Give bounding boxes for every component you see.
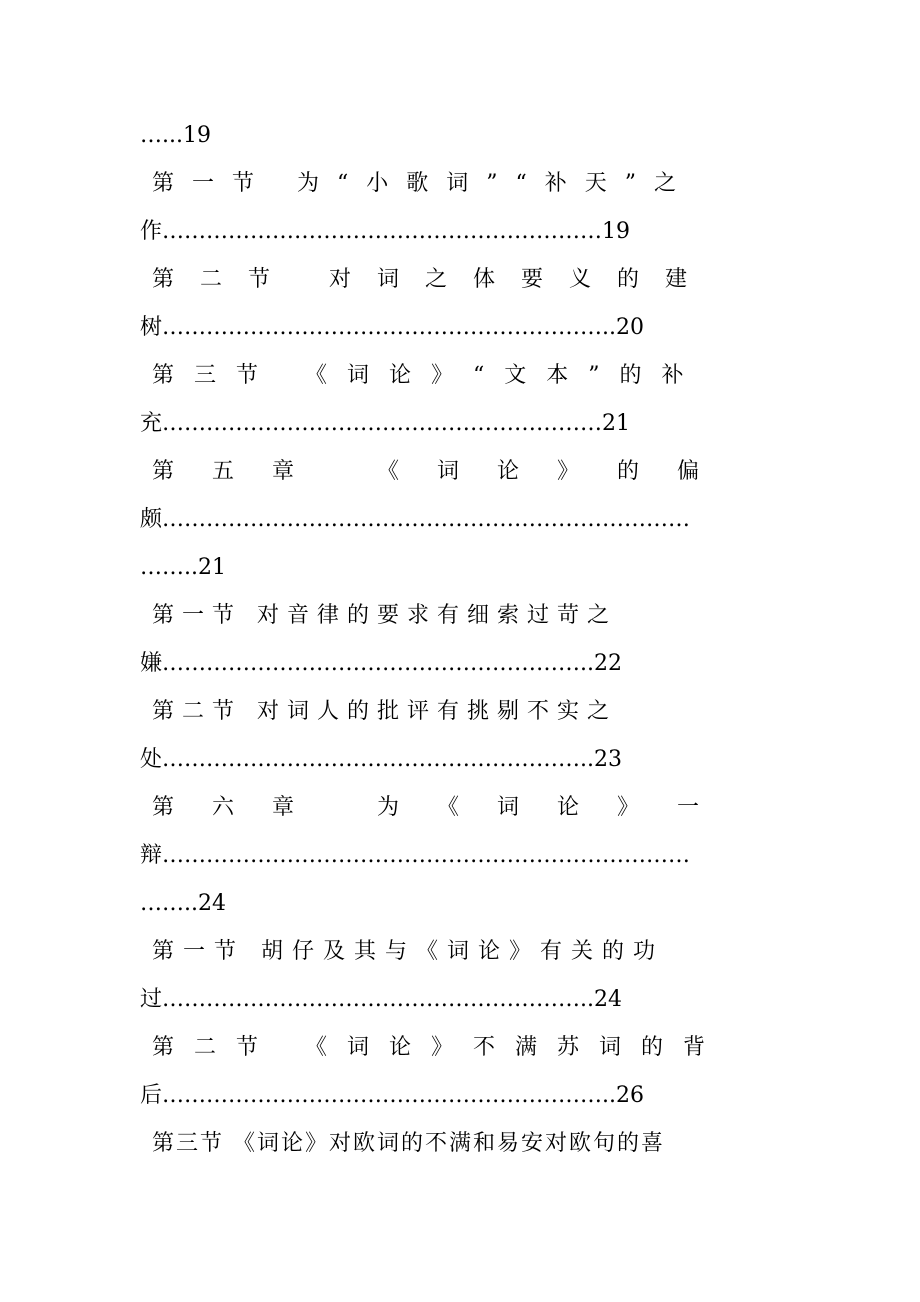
heading-text: 第五章 《词论》的偏: [152, 459, 737, 484]
toc-line-leader: 颇………………………………………………………………: [140, 507, 691, 532]
toc-line-leader: 嫌…………………………………………………..22: [140, 651, 622, 676]
toc-line-leader: 树……………………………………………………..20: [140, 315, 644, 340]
toc-heading-section: [152, 596, 782, 636]
heading-text: 第三节 《词论》“文本”的补: [152, 363, 704, 388]
toc-heading-section: [152, 164, 782, 204]
toc-line-leader: 作……………………………………………………19: [140, 219, 630, 244]
heading-text: 第三节 《词论》对欧词的不满和易安对欧句的喜: [152, 1131, 665, 1156]
heading-text: 第一节 为“小歌词”“补天”之: [152, 171, 694, 196]
toc-heading-section: [152, 692, 782, 732]
heading-text: 第一节 胡仔及其与《词论》有关的功: [152, 939, 664, 964]
toc-heading-chapter: [152, 788, 782, 828]
heading-text: 第六章 为《词论》一: [152, 795, 737, 820]
toc-line-leader: 过…………………………………………………..24: [140, 987, 622, 1012]
toc-line-leader: 充……………………………………………………21: [140, 411, 630, 436]
heading-text: 第二节 《词论》不满苏词的背: [152, 1035, 725, 1060]
toc-line-continuation: ……..21: [140, 555, 226, 580]
toc-line-leader: 后……………………………………………………..26: [140, 1083, 644, 1108]
toc-line-continuation: …...19: [140, 123, 211, 148]
toc-line-leader: 辩………………………………………………………………: [140, 843, 691, 868]
heading-text: 第二节 对词人的批评有挑剔不实之: [152, 699, 617, 724]
heading-text: 第二节 对词之体要义的建: [152, 267, 713, 292]
heading-text: 第一节 对音律的要求有细索过苛之: [152, 603, 617, 628]
toc-heading-section: [152, 1028, 782, 1068]
toc-heading-chapter: [152, 452, 782, 492]
toc-heading-section: [152, 356, 782, 396]
toc-heading-section: [152, 932, 782, 972]
toc-line-leader: 处…………………………………………………..23: [140, 747, 622, 772]
toc-line-continuation: ……..24: [140, 891, 226, 916]
toc-heading-section: [152, 260, 782, 300]
toc-heading-section: [152, 1124, 782, 1164]
